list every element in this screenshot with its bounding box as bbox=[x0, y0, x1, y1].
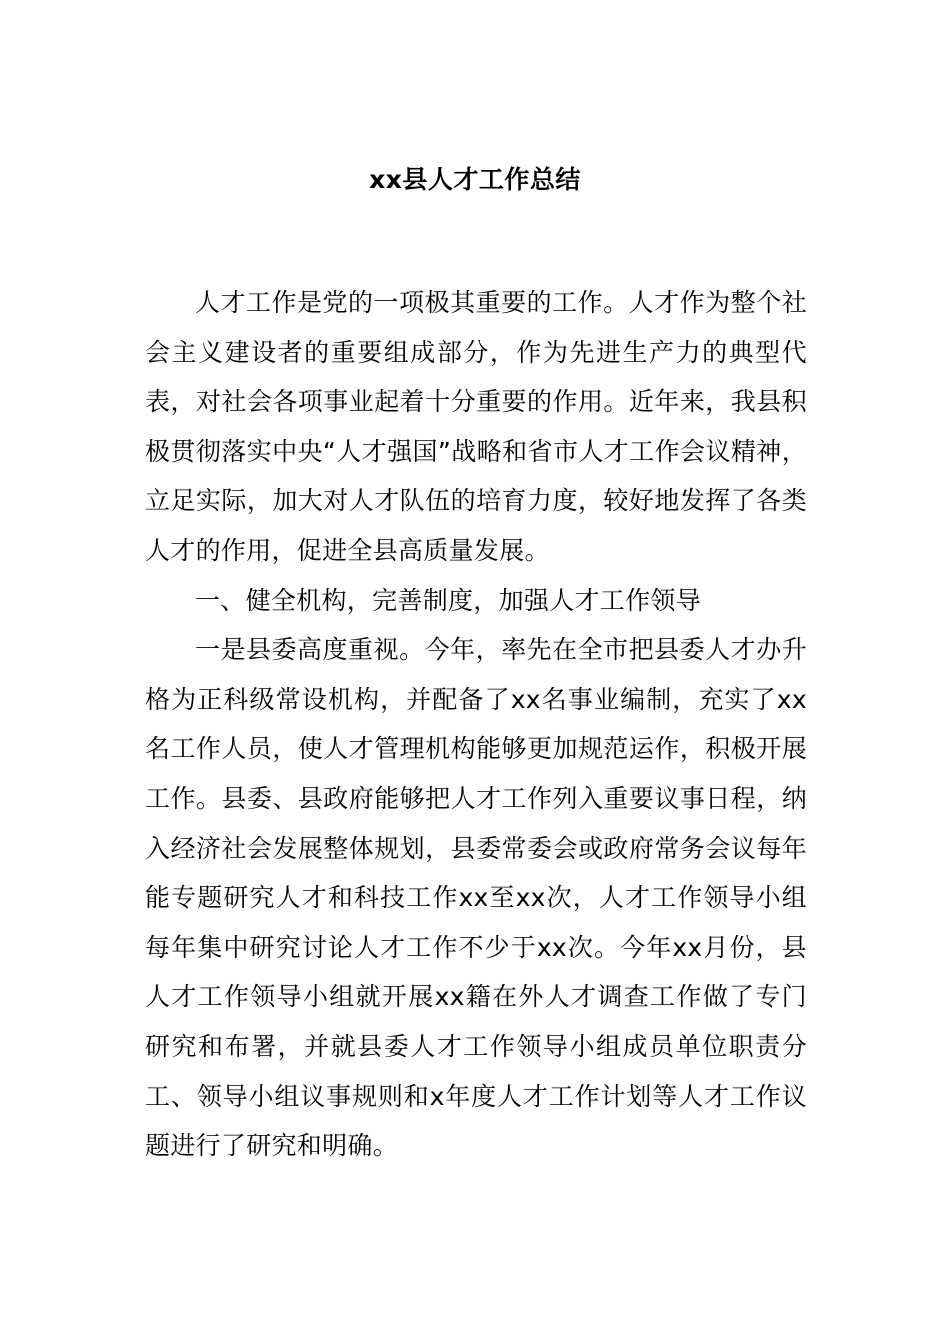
paragraph-point-1: 一是县委高度重视。今年，率先在全市把县委人才办升格为正科级常设机构，并配备了xx名事业编制，充实了xx名工作人员，使人才管理机构能够更加规范运作，积极开展工作。县委、县政府能够把人才工作列入重要议事日程，纳入经济社会发展整体规划，县委常委会或政府常务会议每年能专题研究人才和科技工作xx至xx次，人才工作领导小组每年集中研究讨论人才工作不少于xx次。今年xx月份，县人才工作领导小组就开展xx籍在外人才调查工作做了专门研究和布署，并就县委人才工作领导小组成员单位职责分工、领导小组议事规则和x年度人才工作计划等人才工作议题进行了研究和明确。 bbox=[145, 635, 807, 1161]
paragraph-intro: 人才工作是党的一项极其重要的工作。人才作为整个社会主义建设者的重要组成部分，作为先进生产力的典型代表，对社会各项事业起着十分重要的作用。近年来，我县积极贯彻落实中央“人才强国”战略和省市人才工作会议精神，立足实际，加大对人才队伍的培育力度，较好地发挥了各类人才的作用，促进全县高质量发展。 bbox=[145, 288, 807, 565]
document-body bbox=[145, 278, 807, 1171]
document-title: xx县人才工作总结 bbox=[369, 165, 581, 194]
section-heading-1: 一、健全机构，完善制度，加强人才工作领导 bbox=[195, 585, 702, 615]
